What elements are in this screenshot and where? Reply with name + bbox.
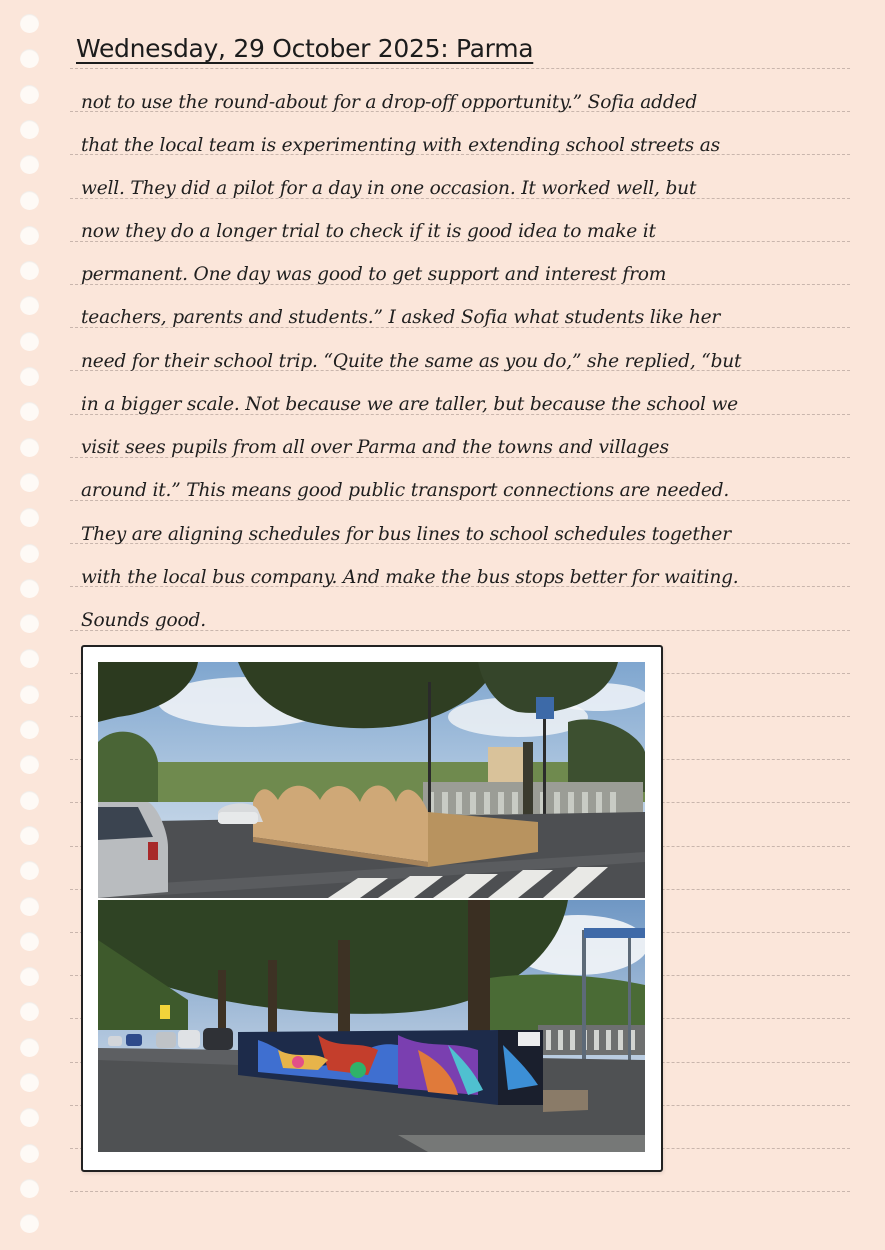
binder-hole [20, 826, 39, 845]
binder-hole [20, 261, 39, 280]
binder-hole [20, 508, 39, 527]
binder-hole [20, 402, 39, 421]
binder-hole [20, 614, 39, 633]
text-line: with the local bus company. And make the bus stops better for waiting. [81, 567, 739, 588]
binder-hole [20, 155, 39, 174]
binder-hole [20, 367, 39, 386]
binder-hole [20, 544, 39, 563]
binder-hole [20, 191, 39, 210]
binder-hole [20, 14, 39, 33]
binder-hole [20, 332, 39, 351]
text-line: Sounds good. [81, 610, 206, 631]
binder-hole [20, 1144, 39, 1163]
binder-holes [20, 14, 42, 1250]
binder-hole [20, 932, 39, 951]
binder-hole [20, 1002, 39, 1021]
binder-hole [20, 49, 39, 68]
binder-hole [20, 1038, 39, 1057]
binder-hole [20, 720, 39, 739]
text-line: that the local team is experimenting with extending school streets as [81, 135, 720, 156]
text-line: teachers, parents and students.” I asked Sofia what students like her [81, 307, 721, 328]
binder-hole [20, 861, 39, 880]
binder-hole [20, 1108, 39, 1127]
binder-hole [20, 791, 39, 810]
entry-title: Wednesday, 29 October 2025: Parma [76, 34, 534, 63]
ruled-line [70, 68, 850, 69]
binder-hole [20, 226, 39, 245]
binder-hole [20, 1214, 39, 1233]
binder-hole [20, 473, 39, 492]
text-line: now they do a longer trial to check if it is good idea to make it [81, 221, 656, 242]
binder-hole [20, 579, 39, 598]
wooden-parklet-photo [98, 662, 645, 898]
binder-hole [20, 649, 39, 668]
text-line: in a bigger scale. Not because we are taller, but because the school we [81, 394, 738, 415]
binder-hole [20, 685, 39, 704]
graffiti-parklet-photo [98, 900, 645, 1152]
binder-hole [20, 296, 39, 315]
ruled-line [70, 1191, 850, 1192]
binder-hole [20, 1073, 39, 1092]
binder-hole [20, 120, 39, 139]
binder-hole [20, 897, 39, 916]
binder-hole [20, 967, 39, 986]
text-line: visit sees pupils from all over Parma and the towns and villages [81, 437, 669, 458]
text-line: not to use the round-about for a drop-off opportunity.” Sofia added [81, 92, 698, 113]
photo-frame [81, 645, 663, 1172]
text-line: need for their school trip. “Quite the same as you do,” she replied, “but [81, 351, 742, 372]
binder-hole [20, 85, 39, 104]
binder-hole [20, 438, 39, 457]
text-line: well. They did a pilot for a day in one occasion. It worked well, but [81, 178, 697, 199]
text-line: around it.” This means good public transport connections are needed. [81, 480, 730, 501]
text-line: They are aligning schedules for bus lines to school schedules together [81, 524, 731, 545]
text-line: permanent. One day was good to get support and interest from [81, 264, 667, 285]
binder-hole [20, 755, 39, 774]
binder-hole [20, 1179, 39, 1198]
